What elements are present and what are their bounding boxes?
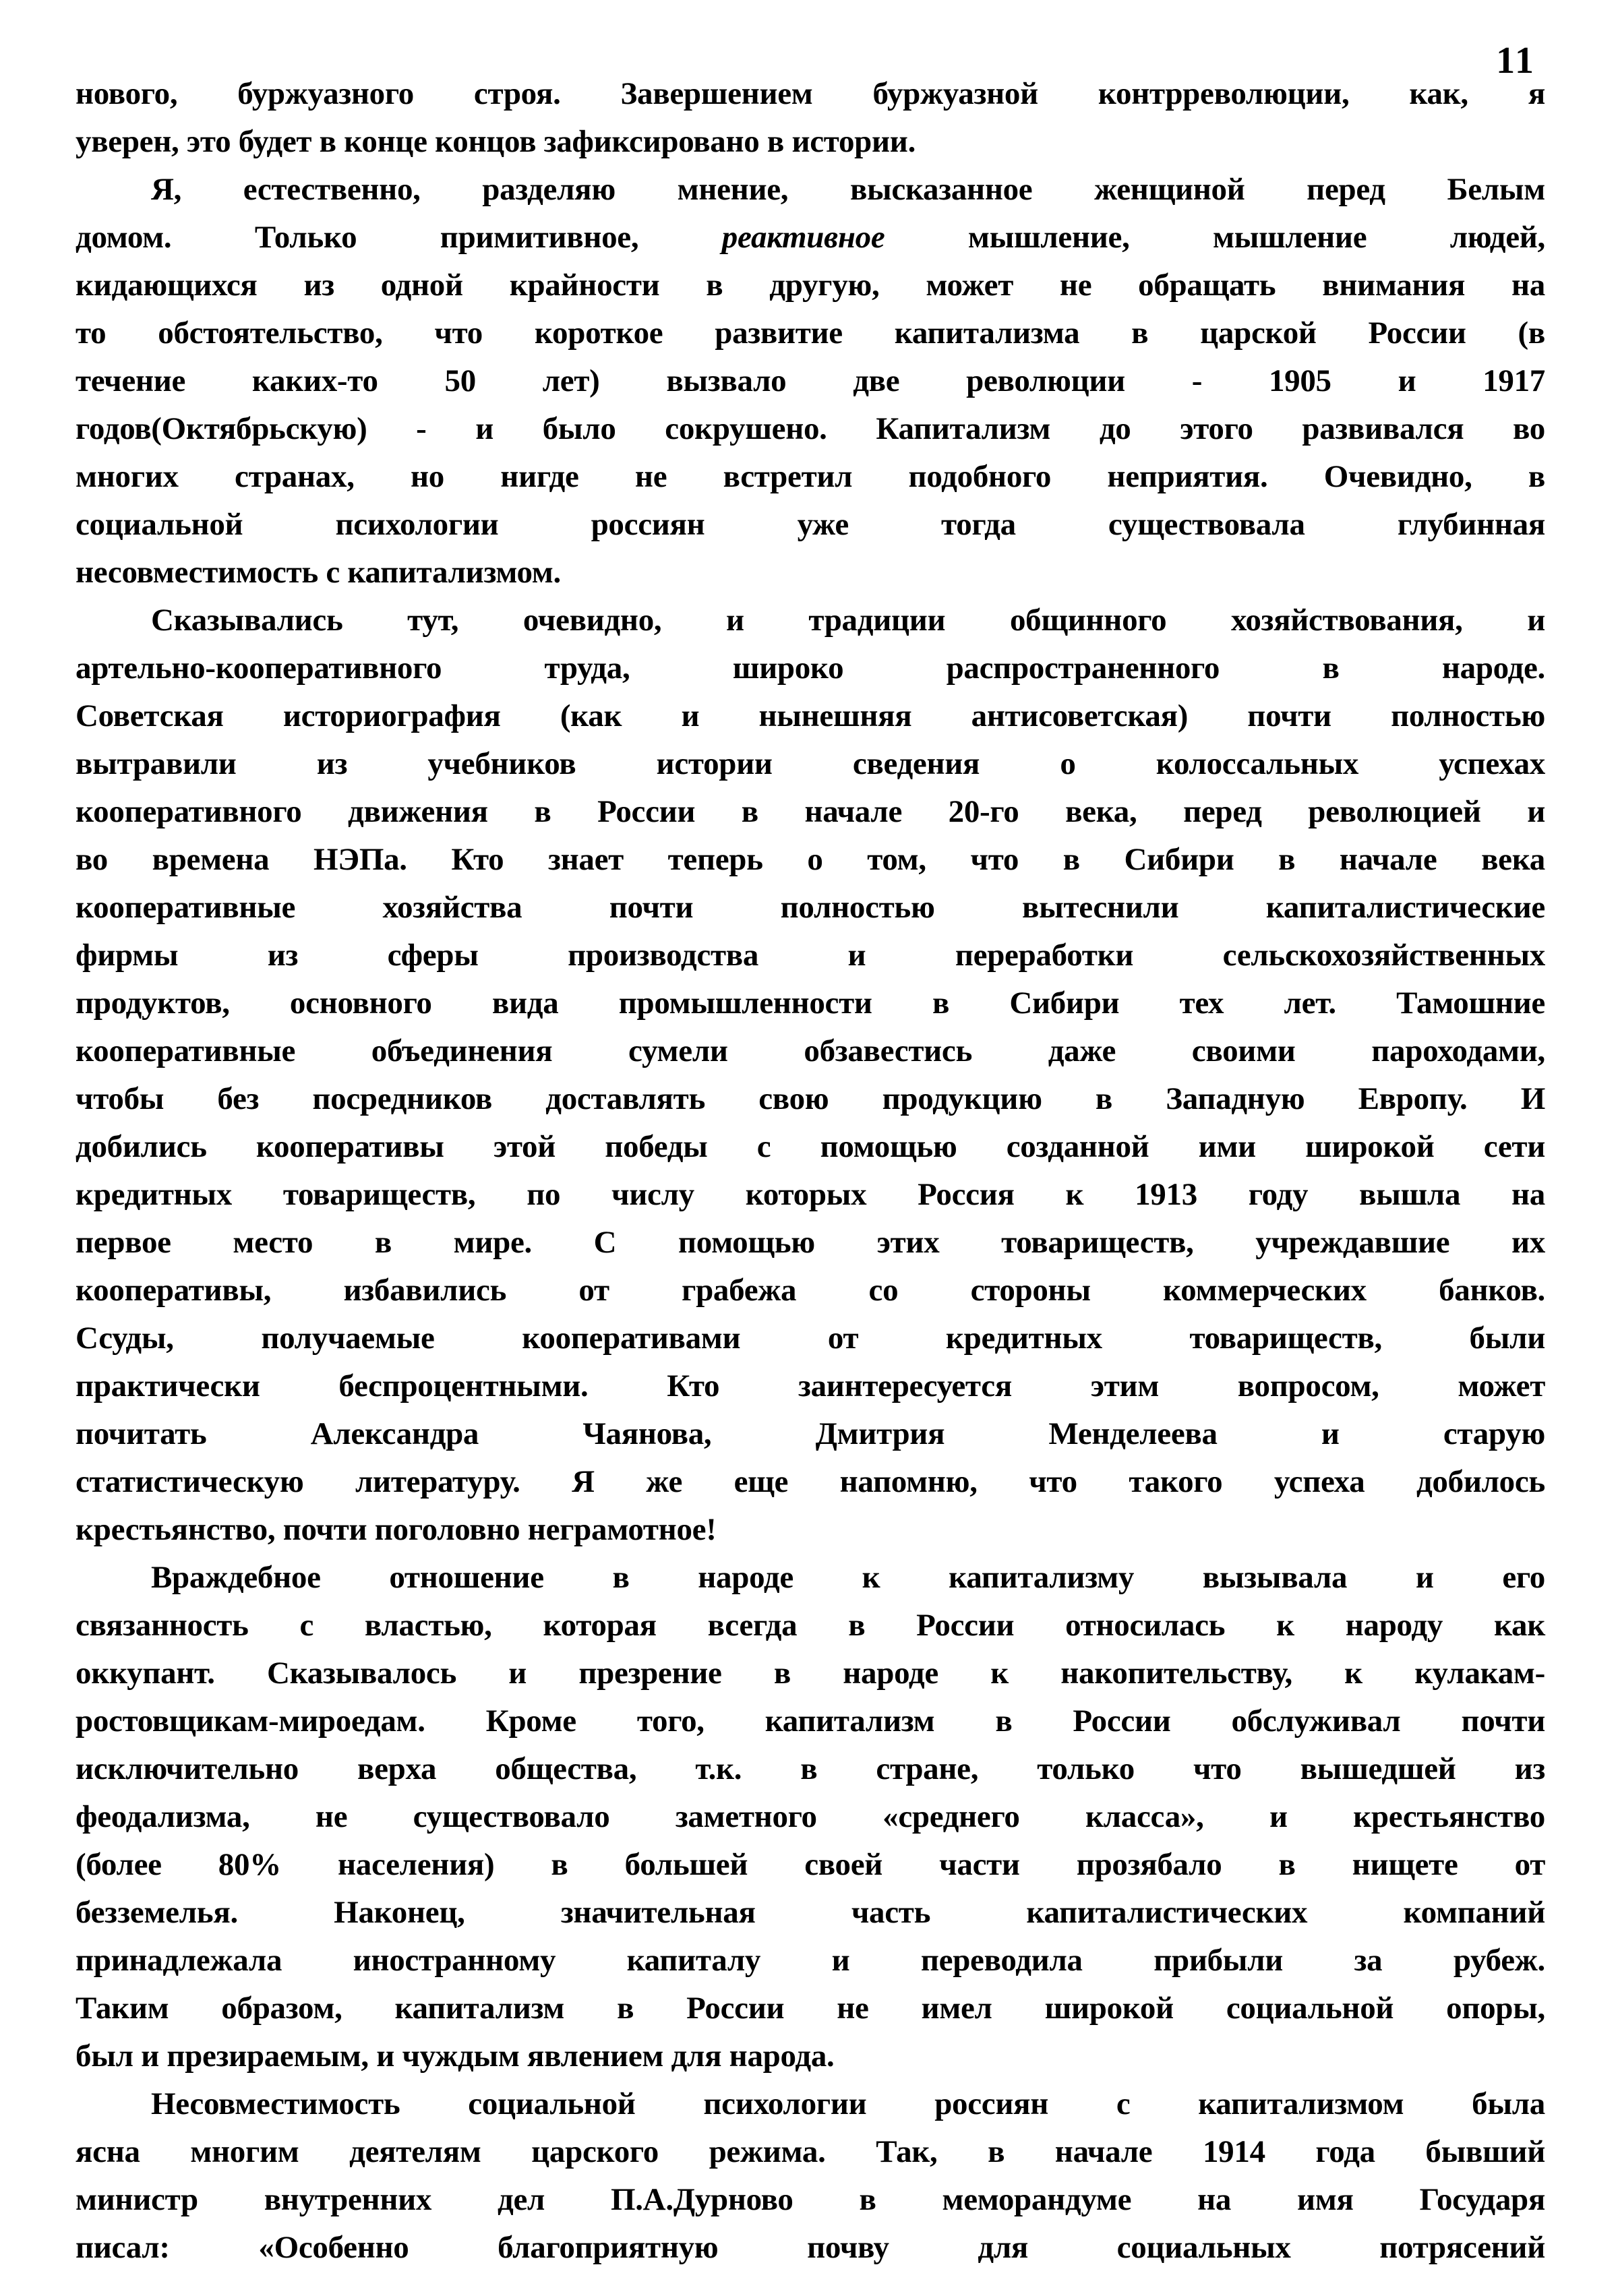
text-line <box>76 1697 1545 1745</box>
text-segment: социальной психологии россиян уже тогда существовала глубинная <box>76 507 1545 542</box>
text-segment: многих странах, но нигде не встретил подобного неприятия. Очевидно, в <box>76 459 1545 494</box>
text-segment: Несовместимость социальной психологии россиян с капитализмом была <box>151 2086 1545 2121</box>
text-line <box>76 118 1545 166</box>
text-segment: Таким образом, капитализм в России не имел широкой социальной опоры, <box>76 1991 1545 2026</box>
text-segment: во времена НЭПа. Кто знает теперь о том, что в Сибири в начале века <box>76 842 1545 877</box>
text-line <box>76 357 1545 405</box>
text-segment: Советская историография (как и нынешняя антисоветская) почти полностью <box>76 698 1545 733</box>
text-line <box>76 932 1545 979</box>
text-segment: Сказывались тут, очевидно, и традиции общинного хозяйствования, и <box>151 603 1545 638</box>
text-segment: кооперативы, избавились от грабежа со стороны коммерческих банков. <box>76 1273 1545 1308</box>
text-line <box>76 501 1545 549</box>
text-line <box>76 70 1545 118</box>
text-line <box>76 836 1545 884</box>
text-line <box>76 1602 1545 1650</box>
text-line <box>76 1889 1545 1937</box>
text-segment: нового, буржуазного строя. Завершением буржуазной контрреволюции, как, я <box>76 76 1545 111</box>
text-segment: годов(Октябрьскую) - и было сокрушено. Капитализм до этого развивался во <box>76 411 1545 446</box>
text-line <box>76 788 1545 836</box>
text-line <box>76 2032 1545 2080</box>
text-line <box>76 1123 1545 1171</box>
text-segment: (более 80% населения) в большей своей части прозябало в нищете от <box>76 1847 1545 1882</box>
text-line <box>76 1362 1545 1410</box>
text-line <box>76 2224 1545 2272</box>
text-segment: мышление, мышление людей, <box>885 220 1545 255</box>
text-line <box>76 2176 1545 2224</box>
text-line <box>76 1315 1545 1362</box>
text-line <box>76 549 1545 597</box>
text-segment: добились кооперативы этой победы с помощью созданной ими широкой сети <box>76 1129 1545 1164</box>
text-segment: Ссуды, получаемые кооперативами от кредитных товариществ, были <box>76 1321 1545 1356</box>
text-line <box>76 2128 1545 2176</box>
text-line <box>76 1650 1545 1697</box>
page-number: 11 <box>1496 40 1536 82</box>
text-segment: оккупант. Сказывалось и презрение в народе к накопительству, к кулакам- <box>76 1656 1545 1691</box>
text-segment: кооперативного движения в России в начале 20-го века, перед революцией и <box>76 794 1545 829</box>
text-line <box>76 405 1545 453</box>
text-segment: продуктов, основного вида промышленности в Сибири тех лет. Тамошние <box>76 986 1545 1021</box>
text-segment: Враждебное отношение в народе к капитализму вызывала и его <box>151 1560 1545 1595</box>
text-segment: кредитных товариществ, по числу которых Россия к 1913 году вышла на <box>76 1177 1545 1212</box>
text-line <box>76 1171 1545 1219</box>
text-line <box>76 214 1545 262</box>
text-segment: феодализма, не существовало заметного «среднего класса», и крестьянство <box>76 1799 1545 1834</box>
text-line <box>76 979 1545 1027</box>
text-line <box>76 1219 1545 1267</box>
text-line <box>76 2080 1545 2128</box>
text-segment: несовместимость с капитализмом. <box>76 555 561 590</box>
text-line <box>76 1458 1545 1506</box>
text-segment: то обстоятельство, что короткое развитие капитализма в царской России (в <box>76 315 1545 351</box>
text-line <box>76 166 1545 214</box>
text-segment: фирмы из сферы производства и переработки сельскохозяйственных <box>76 938 1545 973</box>
italic-text-segment: реактивное <box>721 220 885 255</box>
document-body <box>76 70 1545 2272</box>
text-line <box>76 644 1545 692</box>
text-segment: крестьянство, почти поголовно неграмотное! <box>76 1512 717 1547</box>
text-line <box>76 453 1545 501</box>
text-segment: вытравили из учебников истории сведения о колоссальных успехах <box>76 746 1545 781</box>
text-line <box>76 262 1545 309</box>
text-segment: связанность с властью, которая всегда в России относилась к народу как <box>76 1608 1545 1643</box>
text-segment: принадлежала иностранному капиталу и переводила прибыли за рубеж. <box>76 1943 1545 1978</box>
text-segment: домом. Только примитивное, <box>76 220 722 255</box>
text-segment: министр внутренних дел П.А.Дурново в меморандуме на имя Государя <box>76 2182 1545 2217</box>
text-segment: статистическую литературу. Я же еще напомню, что такого успеха добилось <box>76 1464 1545 1499</box>
text-line <box>76 1841 1545 1889</box>
text-line <box>76 1506 1545 1554</box>
text-line <box>76 740 1545 788</box>
text-line <box>76 597 1545 644</box>
text-line <box>76 884 1545 932</box>
text-line <box>76 1985 1545 2032</box>
text-segment: кидающихся из одной крайности в другую, может не обращать внимания на <box>76 268 1545 303</box>
text-line <box>76 1554 1545 1602</box>
text-line <box>76 1793 1545 1841</box>
text-segment: первое место в мире. С помощью этих товариществ, учреждавшие их <box>76 1225 1545 1260</box>
text-segment: течение каких-то 50 лет) вызвало две революции - 1905 и 1917 <box>76 363 1545 398</box>
text-line <box>76 1745 1545 1793</box>
text-line <box>76 1027 1545 1075</box>
text-segment: кооперативные хозяйства почти полностью вытеснили капиталистические <box>76 890 1545 925</box>
text-line <box>76 692 1545 740</box>
text-segment: ясна многим деятелям царского режима. Так, в начале 1914 года бывший <box>76 2134 1545 2169</box>
text-segment: практически беспроцентными. Кто заинтересуется этим вопросом, может <box>76 1368 1545 1403</box>
text-line <box>76 1075 1545 1123</box>
text-segment: исключительно верха общества, т.к. в стране, только что вышедшей из <box>76 1751 1545 1786</box>
text-line <box>76 1937 1545 1985</box>
text-line <box>76 309 1545 357</box>
text-segment: Я, естественно, разделяю мнение, высказанное женщиной перед Белым <box>151 172 1545 207</box>
text-segment: безземелья. Наконец, значительная часть капиталистических компаний <box>76 1895 1545 1930</box>
text-segment: кооперативные объединения сумели обзавестись даже своими пароходами, <box>76 1033 1545 1068</box>
text-segment: чтобы без посредников доставлять свою продукцию в Западную Европу. И <box>76 1081 1545 1116</box>
text-segment: ростовщикам-мироедам. Кроме того, капитализм в России обслуживал почти <box>76 1703 1545 1739</box>
text-line <box>76 1267 1545 1315</box>
text-segment: артельно-кооперативного труда, широко распространенного в народе. <box>76 651 1545 686</box>
text-line <box>76 1410 1545 1458</box>
text-segment: уверен, это будет в конце концов зафиксировано в истории. <box>76 124 916 159</box>
text-segment: писал: «Особенно благоприятную почву для социальных потрясений <box>76 2230 1545 2265</box>
text-segment: был и презираемым, и чуждым явлением для народа. <box>76 2038 835 2074</box>
text-segment: почитать Александра Чаянова, Дмитрия Менделеева и старую <box>76 1416 1545 1451</box>
